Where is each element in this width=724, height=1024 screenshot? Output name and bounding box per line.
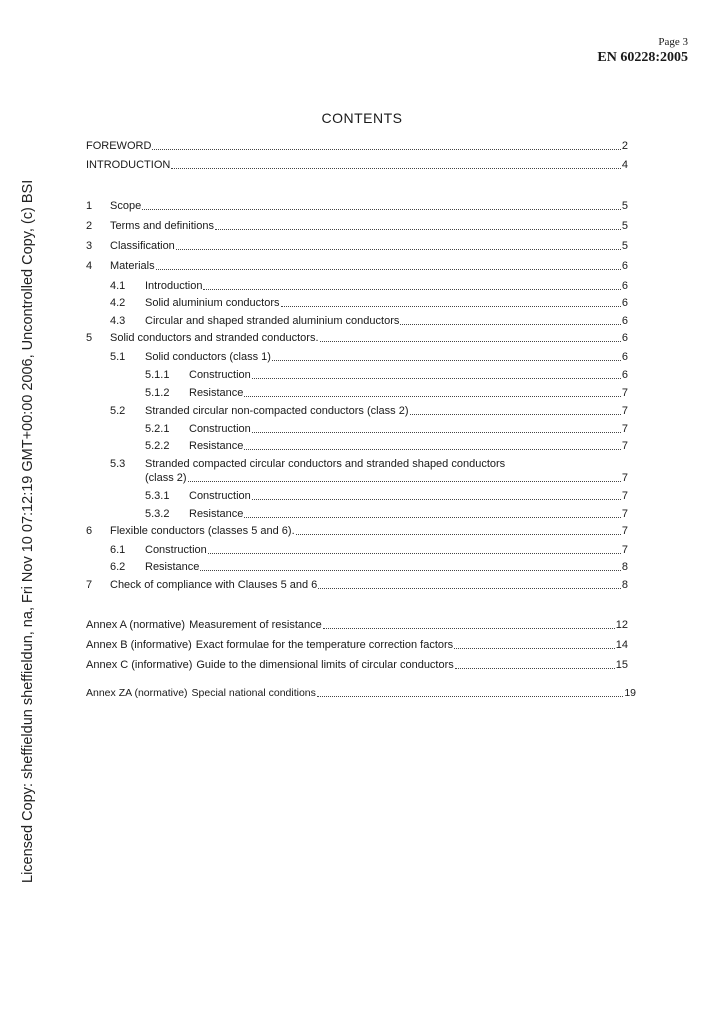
toc-entry[interactable] bbox=[86, 524, 628, 538]
toc-entry-number: 2 bbox=[86, 220, 93, 232]
toc-entry-number: 5.3.2 bbox=[145, 508, 170, 520]
toc-entry-page: 6 bbox=[621, 260, 628, 272]
toc-entry[interactable] bbox=[110, 279, 628, 293]
toc-entry-text: FOREWORD bbox=[86, 140, 152, 152]
toc-entry[interactable] bbox=[86, 331, 628, 345]
toc-entry-page: 6 bbox=[621, 297, 628, 309]
toc-annex-entry[interactable] bbox=[86, 618, 628, 632]
toc-entry-number: 6.2 bbox=[110, 561, 126, 573]
toc-entry-page: 7 bbox=[621, 405, 628, 417]
toc-entry-text: Resistance bbox=[145, 561, 200, 573]
toc-entry[interactable] bbox=[145, 368, 628, 382]
toc-entry-number: 5.1.1 bbox=[145, 369, 170, 381]
toc-entry-text: Resistance bbox=[189, 508, 244, 520]
annex-label: Annex ZA (normative) bbox=[86, 687, 188, 699]
toc-entry[interactable] bbox=[110, 350, 628, 364]
toc-entry-text: Solid aluminium conductors bbox=[145, 297, 280, 309]
toc-entry-text: Construction bbox=[145, 544, 207, 556]
toc-entry[interactable] bbox=[110, 560, 628, 574]
toc-entry-text: Materials bbox=[110, 260, 155, 272]
annex-title: Guide to the dimensional limits of circular conductors bbox=[196, 659, 454, 671]
toc-entry-number: 5.2 bbox=[110, 405, 126, 417]
toc-entry-page: 4 bbox=[621, 159, 628, 171]
toc-entry-page: 6 bbox=[621, 315, 628, 327]
toc-entry-number: 7 bbox=[86, 579, 93, 591]
toc-entry-text: Resistance bbox=[189, 387, 244, 399]
toc-entry[interactable] bbox=[145, 386, 628, 400]
toc-entry-page: 6 bbox=[621, 332, 628, 344]
toc-entry-text: Construction bbox=[189, 423, 251, 435]
toc-entry-number: 5.2.2 bbox=[145, 440, 170, 452]
toc-entry-number: 6.1 bbox=[110, 544, 126, 556]
toc-entry-text: INTRODUCTION bbox=[86, 159, 171, 171]
toc-entry[interactable] bbox=[145, 422, 628, 436]
toc-entry-number: 5.1.2 bbox=[145, 387, 170, 399]
toc-entry[interactable] bbox=[86, 259, 628, 273]
toc-entry[interactable] bbox=[86, 239, 628, 253]
toc-entry[interactable] bbox=[145, 489, 628, 503]
toc-entry-text: Stranded circular non-compacted conductors (class 2) bbox=[145, 405, 409, 417]
toc-entry[interactable] bbox=[86, 199, 628, 213]
toc-entry[interactable] bbox=[145, 439, 628, 453]
toc-entry[interactable] bbox=[110, 543, 628, 557]
toc-entry-page: 7 bbox=[621, 387, 628, 399]
toc-entry-text-cont: (class 2) bbox=[145, 472, 187, 484]
toc-entry-page: 7 bbox=[621, 525, 628, 537]
toc-entry[interactable] bbox=[110, 296, 628, 310]
toc-entry-text: Resistance bbox=[189, 440, 244, 452]
toc-entry-page: 14 bbox=[615, 639, 628, 651]
toc-entry-text: Classification bbox=[110, 240, 175, 252]
toc-entry-page: 12 bbox=[615, 619, 628, 631]
toc-entry-number: 5.3 bbox=[110, 458, 126, 470]
toc-entry-page: 7 bbox=[621, 508, 628, 520]
toc-entry-text: Introduction bbox=[145, 280, 203, 292]
toc-entry-number: 5 bbox=[86, 332, 93, 344]
toc-entry-page: 7 bbox=[621, 490, 628, 502]
toc-entry-page: 15 bbox=[615, 659, 628, 671]
annex-title: Special national conditions bbox=[191, 687, 316, 699]
annex-label: Annex C (informative) bbox=[86, 659, 193, 671]
toc-entry-text: Solid conductors and stranded conductors. bbox=[110, 332, 319, 344]
toc-entry-text: Terms and definitions bbox=[110, 220, 214, 232]
toc-entry[interactable] bbox=[110, 314, 628, 328]
toc-entry[interactable] bbox=[145, 507, 628, 521]
annex-title: Measurement of resistance bbox=[189, 619, 322, 631]
toc-annex-entry[interactable] bbox=[86, 638, 628, 652]
toc-entry-text: Scope bbox=[110, 200, 142, 212]
toc-entry-number: 5.2.1 bbox=[145, 423, 170, 435]
toc-annex-entry[interactable] bbox=[86, 658, 628, 672]
toc-entry-page: 6 bbox=[621, 369, 628, 381]
standard-id: EN 60228:2005 bbox=[597, 50, 688, 65]
toc-entry[interactable] bbox=[86, 139, 628, 153]
toc-entry-number: 3 bbox=[86, 240, 93, 252]
toc-title: CONTENTS bbox=[321, 110, 403, 126]
toc-entry-number: 5.1 bbox=[110, 351, 126, 363]
toc-entry-heading[interactable] bbox=[110, 457, 505, 471]
toc-entry-page: 8 bbox=[621, 579, 628, 591]
annex-title: Exact formulae for the temperature correction factors bbox=[195, 639, 454, 651]
toc-entry-page: 7 bbox=[621, 423, 628, 435]
toc-entry-page: 6 bbox=[621, 351, 628, 363]
toc-annex-entry[interactable] bbox=[86, 686, 636, 700]
toc-entry-number: 4.2 bbox=[110, 297, 126, 309]
toc-entry[interactable] bbox=[86, 219, 628, 233]
toc-entry[interactable] bbox=[145, 471, 628, 485]
toc-entry-page: 8 bbox=[621, 561, 628, 573]
toc-entry[interactable] bbox=[86, 158, 628, 172]
toc-entry[interactable] bbox=[86, 578, 628, 592]
toc-entry[interactable] bbox=[110, 404, 628, 418]
toc-entry-page: 5 bbox=[621, 220, 628, 232]
license-watermark: Licensed Copy: sheffieldun sheffieldun, na, Fri Nov 10 07:12:19 GMT+00:00 2006, Uncontrolled Copy, (c) BSI bbox=[20, 179, 36, 883]
toc-entry-text: Stranded compacted circular conductors and stranded shaped conductors bbox=[145, 458, 506, 470]
toc-entry-text: Circular and shaped stranded aluminium conductors bbox=[145, 315, 400, 327]
toc-entry-page: 7 bbox=[621, 472, 628, 484]
toc-entry-number: 4.3 bbox=[110, 315, 126, 327]
toc-entry-number: 6 bbox=[86, 525, 93, 537]
toc-entry-page: 5 bbox=[621, 200, 628, 212]
annex-label: Annex A (normative) bbox=[86, 619, 186, 631]
toc-entry-text: Construction bbox=[189, 369, 251, 381]
toc-entry-page: 7 bbox=[621, 440, 628, 452]
toc-entry-text: Solid conductors (class 1) bbox=[145, 351, 271, 363]
toc-entry-page: 2 bbox=[621, 140, 628, 152]
toc-entry-number: 5.3.1 bbox=[145, 490, 170, 502]
page-number: Page 3 bbox=[658, 36, 688, 48]
toc-entry-number: 1 bbox=[86, 200, 93, 212]
toc-entry-text: Flexible conductors (classes 5 and 6). bbox=[110, 525, 295, 537]
toc-entry-number: 4.1 bbox=[110, 280, 126, 292]
toc-entry-page: 7 bbox=[621, 544, 628, 556]
annex-label: Annex B (informative) bbox=[86, 639, 192, 651]
toc-entry-page: 19 bbox=[624, 687, 636, 699]
toc-entry-number: 4 bbox=[86, 260, 93, 272]
toc-entry-text: Check of compliance with Clauses 5 and 6 bbox=[110, 579, 318, 591]
toc-entry-text: Construction bbox=[189, 490, 251, 502]
toc-entry-page: 6 bbox=[621, 280, 628, 292]
toc-entry-page: 5 bbox=[621, 240, 628, 252]
